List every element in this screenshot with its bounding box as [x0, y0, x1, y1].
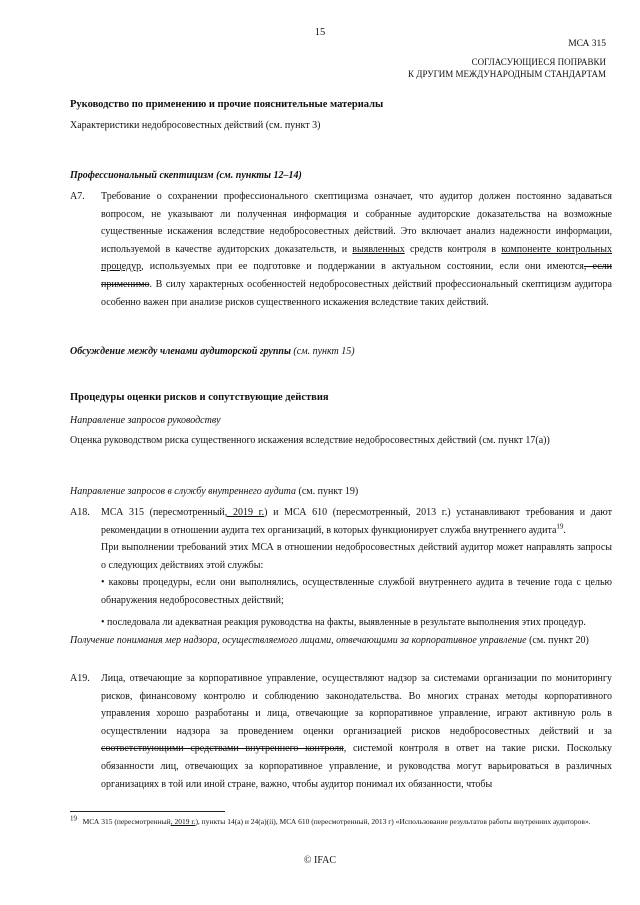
text-run: . — [563, 524, 566, 536]
footnote-number: 19 — [70, 814, 77, 823]
text-run: МСА 315 (пересмотренный — [101, 507, 225, 518]
management-inquiry-subheading: Направление запросов руководству — [70, 415, 221, 426]
a18-bullet-1: • каковы процедуры, если они выполнялись, осуществленные службой внутреннего аудита в течение года с целью обнаружения недобросовестных действий; — [101, 577, 612, 606]
text-run: Лица, отвечающие за корпоративное управление, осуществляют надзор за системами организации по мониторингу рисков, финансовому контролю и соблюдению законодательства. Во многих странах методы корпоративного управления хорошо разработаны и лица, отвечающие за корпоративное управление, играют активную роль в осуществлении надзора за проведением оценки организацией рисков недобросовестных действий и за — [101, 673, 612, 737]
subheading-reference: (см. пункт 19) — [296, 486, 359, 497]
text-run: ), пункты 14(а) и 24(а)(ii), МСА 610 (пересмотренный, 2013 г) «Использование результатов работы внутренних аудиторов». — [195, 817, 591, 826]
document-code: МСА 315 — [568, 39, 606, 49]
paragraph-number: A19. — [70, 673, 90, 684]
heading-reference: (см. пункт 15) — [290, 346, 355, 357]
subheading-text: Получение понимания мер надзора, осуществляемого лицами, отвечающими за корпоративное управление — [70, 635, 527, 646]
paragraph-number: A7. — [70, 191, 85, 202]
deleted-text: соответствующими средствами внутреннего контроля — [101, 743, 344, 755]
subheading-reference: (см. пункт 20) — [526, 635, 589, 646]
text-run: Требование о сохранении профессионального скептицизма означает, что аудитор должен постоянно задаваться вопросом, не указывают ли полученная информация и собранные аудиторские доказательства на возможные существенные искажения вследствие недобросовестных действий. Это включает анализ надежности информации, используемой в качестве аудиторских доказательств, и — [101, 191, 612, 255]
paragraph-body — [101, 188, 612, 311]
paragraph-a18 — [70, 504, 612, 631]
a18-part-1 — [101, 504, 612, 539]
inserted-text: компоненте контрольных процедур — [101, 243, 612, 273]
paragraph-body — [101, 504, 612, 631]
amendments-header — [408, 56, 606, 80]
discussion-heading — [70, 343, 355, 361]
fraud-characteristics-line: Характеристики недобросовестных действий (см. пункт 3) — [70, 120, 321, 131]
heading-text: Обсуждение между членами аудиторской группы — [70, 346, 291, 357]
inserted-text: выявленных — [352, 243, 405, 255]
procedures-heading: Процедуры оценки рисков и сопутствующие действия — [70, 392, 329, 403]
footnote-separator — [70, 811, 225, 812]
text-run: , системой контроля в ответ на такие риски. Поскольку обязанности лиц, отвечающих за корпоративное управление, и руководства могут варьироваться в различных организациях в той или иной стране, важно, чтобы аудитор понимал их обязанности, чтобы — [101, 743, 612, 790]
footnote-ref: 19 — [556, 522, 564, 531]
text-run: средств контроля в — [404, 243, 502, 255]
subheading-text: Направление запросов в службу внутреннего аудита — [70, 486, 296, 497]
management-assessment-line: Оценка руководством риска существенного искажения вследствие недобросовестных действий (см. пункт 17(а)) — [70, 435, 550, 446]
internal-audit-subheading — [70, 483, 358, 501]
skepticism-heading: Профессиональный скептицизм (см. пункты 12–14) — [70, 170, 302, 181]
a18-part-2: При выполнении требований этих МСА в отношении недобросовестных действий аудитор может направлять запросы о следующих действиях этой службы: — [101, 542, 612, 571]
paragraph-number: A18. — [70, 507, 90, 518]
paragraph-a19 — [70, 670, 612, 793]
text-run: , используемых при ее подготовке и поддержании в актуальном состоянии, если они имеются — [141, 261, 584, 273]
paragraph-body — [101, 670, 612, 793]
footnote — [70, 816, 615, 828]
guidance-heading: Руководство по применению и прочие пояснительные материалы — [70, 99, 384, 110]
governance-subheading — [70, 632, 612, 650]
amendments-line-2: К ДРУГИМ МЕЖДУНАРОДНЫМ СТАНДАРТАМ — [408, 69, 606, 79]
inserted-text: , 2019 г. — [170, 817, 196, 826]
text-run: . В силу характерных особенностей недобросовестных действий профессиональный скептицизм аудитора особенно важен при анализе рисков существенного искажения вследствие таких действий. — [101, 278, 612, 308]
text-run: МСА 315 (пересмотренный — [82, 817, 171, 826]
text-run: ) и МСА 610 (пересмотренный, 2013 г.) устанавливают требования и дают рекомендации в отношении аудита тех организаций, в которых функционирует служба внутреннего аудита — [101, 507, 612, 536]
a18-bullet-2: • последовала ли адекватная реакция руководства на факты, выявленные в результате выполнения этих процедур. — [101, 616, 586, 628]
page-number: 15 — [314, 27, 326, 38]
copyright-footer: © IFAC — [303, 855, 337, 866]
amendments-line-1: СОГЛАСУЮЩИЕСЯ ПОПРАВКИ — [471, 57, 606, 67]
inserted-text: , 2019 г. — [224, 507, 265, 518]
paragraph-a7 — [70, 188, 612, 311]
deleted-text: , если применимо — [101, 261, 612, 290]
